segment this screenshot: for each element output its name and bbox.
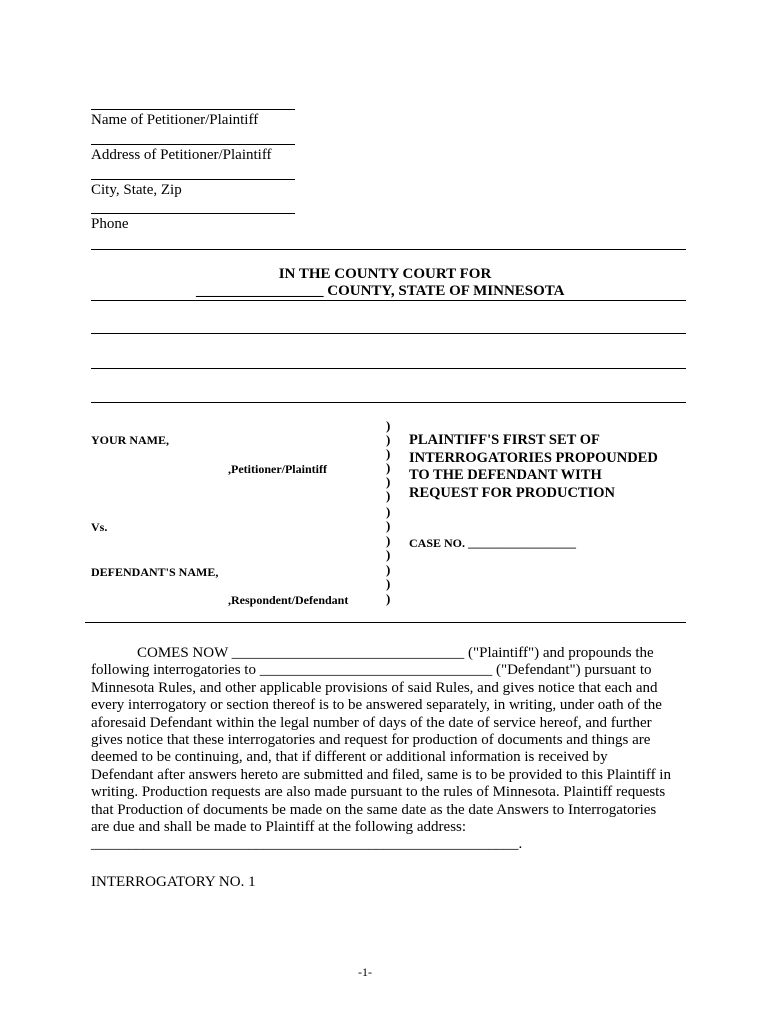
caption-paren: ) bbox=[386, 518, 391, 533]
caption-paren: ) bbox=[386, 504, 391, 519]
body-line: _________________________________________________________. bbox=[91, 836, 523, 853]
body-line: deemed to be continuing, and, that if different or additional information is received by bbox=[91, 749, 608, 766]
body-line: gives notice that these interrogatories and request for production of documents and things are bbox=[91, 732, 651, 749]
caption-paren: ) bbox=[386, 460, 391, 475]
name-blank-line bbox=[91, 109, 295, 110]
caption-paren: ) bbox=[386, 418, 391, 433]
blank-rule-3 bbox=[91, 402, 686, 403]
caption-bottom-rule bbox=[85, 622, 686, 623]
city-blank-line bbox=[91, 179, 295, 180]
blank-rule-1 bbox=[91, 333, 686, 334]
body-line: are due and shall be made to Plaintiff at the following address: bbox=[91, 819, 467, 836]
body-line: writing. Production requests are also made pursuant to the rules of Minnesota. Plaintiff requests bbox=[91, 784, 666, 801]
body-line: aforesaid Defendant within the legal number of days of the date of service hereof, and further bbox=[91, 714, 652, 731]
document-title-line: TO THE DEFENDANT WITH bbox=[409, 467, 602, 483]
phone-blank-line bbox=[91, 213, 295, 214]
city-state-zip-label: City, State, Zip bbox=[91, 182, 182, 198]
caption-vs: Vs. bbox=[91, 520, 108, 534]
body-line: following interrogatories to _______________________________ ("Defendant") pursuant to bbox=[91, 662, 652, 679]
caption-petitioner: ,Petitioner/Plaintiff bbox=[228, 462, 327, 476]
document-title-line: PLAINTIFF'S FIRST SET OF bbox=[409, 432, 600, 448]
name-label: Name of Petitioner/Plaintiff bbox=[91, 112, 259, 128]
body-line: Defendant after answers hereto are submitted and filed, same is to be provided to this Plaintiff in bbox=[91, 766, 671, 783]
court-heading-rule bbox=[91, 300, 686, 301]
caption-defendant-name: DEFENDANT'S NAME, bbox=[91, 565, 219, 579]
document-title-line: INTERROGATORIES PROPOUNDED bbox=[409, 449, 658, 466]
caption-paren: ) bbox=[386, 446, 391, 461]
header-divider bbox=[91, 249, 686, 250]
address-blank-line bbox=[91, 144, 295, 145]
body-line: Minnesota Rules, and other applicable provisions of said Rules, and gives notice that each and bbox=[91, 679, 658, 696]
court-heading-line1: IN THE COUNTY COURT FOR bbox=[278, 266, 492, 282]
caption-paren: ) bbox=[386, 533, 391, 548]
document-title-line: REQUEST FOR PRODUCTION bbox=[409, 484, 615, 501]
caption-paren: ) bbox=[386, 432, 391, 447]
address-label: Address of Petitioner/Plaintiff bbox=[91, 147, 272, 163]
court-heading-line2: _________________ COUNTY, STATE OF MINNESOTA bbox=[196, 283, 565, 299]
caption-paren: ) bbox=[386, 547, 391, 562]
blank-rule-2 bbox=[91, 368, 686, 369]
caption-paren: ) bbox=[386, 474, 391, 489]
body-paragraph bbox=[91, 645, 691, 854]
interrogatory-heading: INTERROGATORY NO. 1 bbox=[91, 874, 256, 890]
caption-your-name: YOUR NAME, bbox=[91, 433, 169, 447]
body-line: every interrogatory or section thereof is to be answered separately, in writing, under oath of the bbox=[91, 697, 662, 714]
caption-paren: ) bbox=[386, 591, 391, 606]
caption-paren: ) bbox=[386, 488, 391, 503]
page-number: -1- bbox=[358, 965, 372, 979]
caption-paren: ) bbox=[386, 576, 391, 591]
body-line: COMES NOW _______________________________ ("Plaintiff") and propounds the bbox=[137, 645, 654, 661]
document-title bbox=[409, 432, 658, 502]
caption-respondent: ,Respondent/Defendant bbox=[228, 593, 349, 607]
phone-label: Phone bbox=[91, 216, 129, 232]
caption-paren: ) bbox=[386, 562, 391, 577]
body-line: that Production of documents be made on the same date as the date Answers to Interrogatories bbox=[91, 801, 657, 818]
case-number: CASE NO. __________________ bbox=[409, 536, 577, 550]
